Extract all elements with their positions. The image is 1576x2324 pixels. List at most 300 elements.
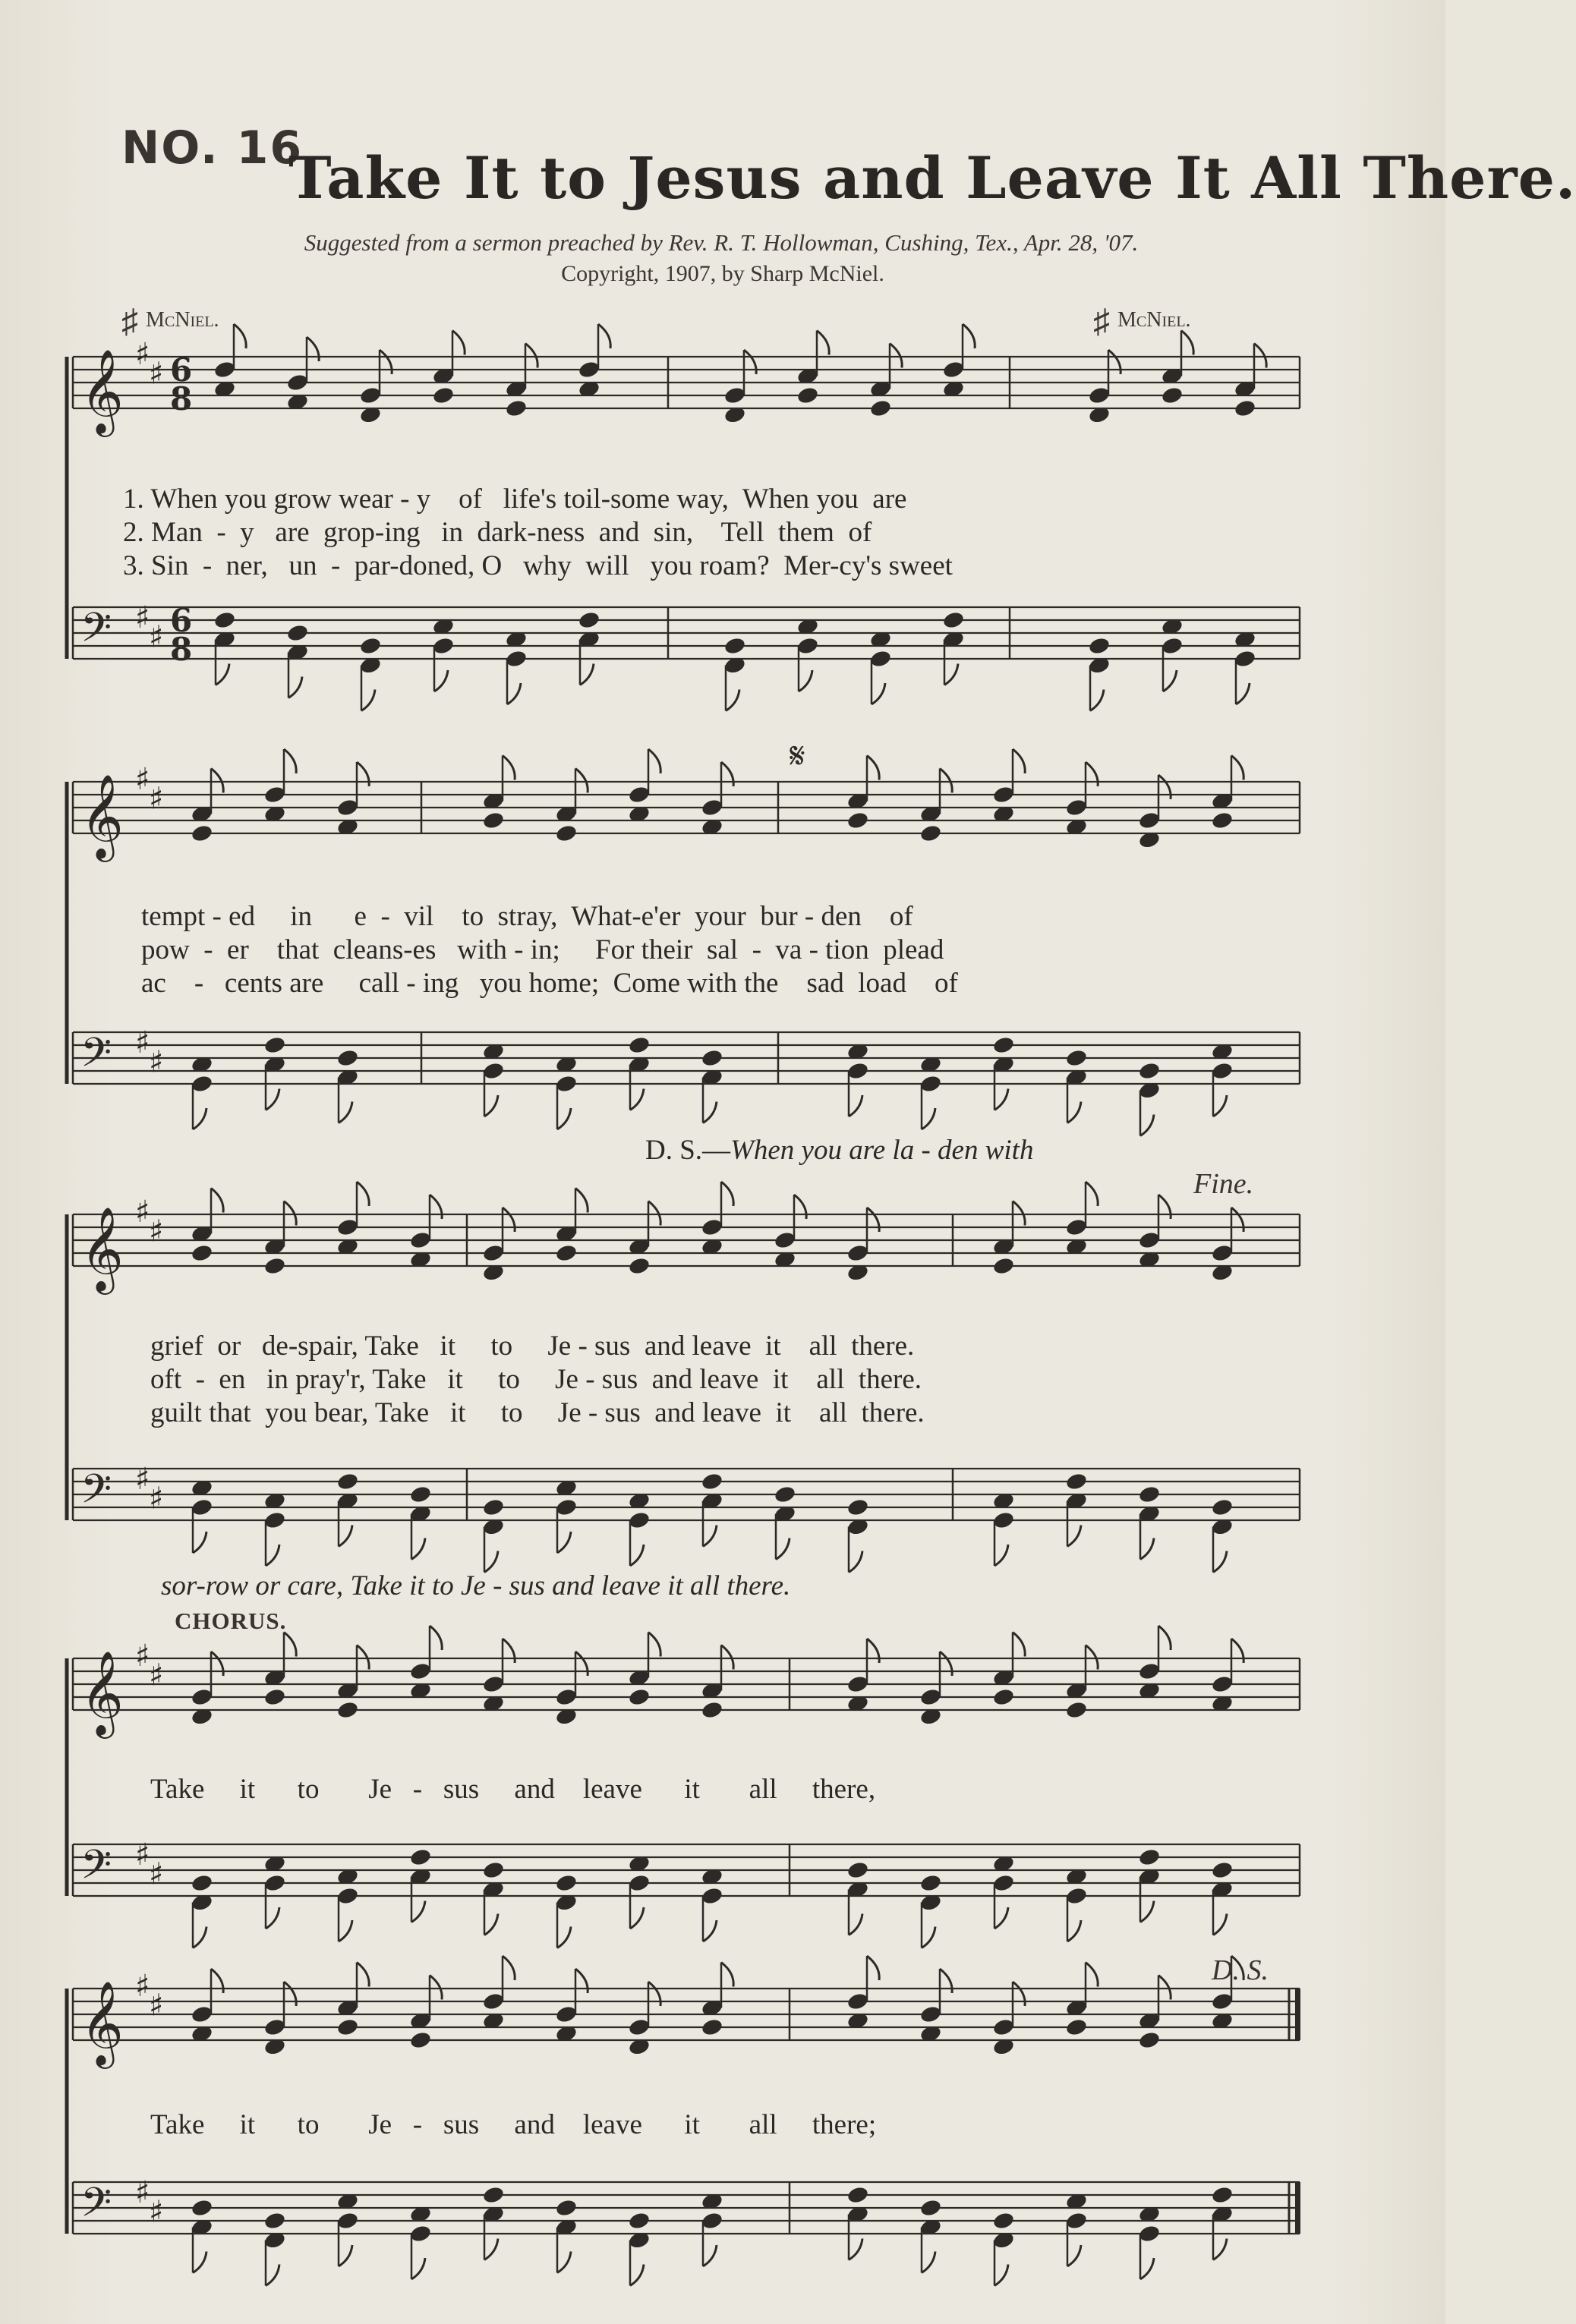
time-signature-denominator: 8 bbox=[170, 380, 193, 417]
note-flag bbox=[1231, 1639, 1243, 1663]
note-flag bbox=[484, 1914, 498, 1935]
note-head bbox=[191, 1873, 214, 1893]
note-flag bbox=[944, 664, 958, 685]
note-flag bbox=[357, 1182, 369, 1206]
note-flag bbox=[867, 1208, 879, 1232]
note-head bbox=[628, 1256, 651, 1276]
sharp-icon: ♯ bbox=[135, 1195, 150, 1230]
note-head bbox=[263, 1873, 287, 1893]
note-head bbox=[1138, 1661, 1162, 1681]
note-flag bbox=[557, 2252, 571, 2273]
note-flag bbox=[1158, 1195, 1171, 1219]
note-flag bbox=[849, 1914, 862, 1935]
note-head bbox=[263, 785, 287, 805]
note-flag bbox=[648, 1201, 660, 1226]
note-head bbox=[1211, 1860, 1234, 1880]
note-flag bbox=[1236, 683, 1250, 704]
note-head bbox=[846, 1061, 870, 1081]
note-head bbox=[796, 386, 820, 405]
sharp-icon: ♯ bbox=[135, 600, 150, 635]
note-head bbox=[701, 2211, 724, 2231]
note-head bbox=[191, 1497, 214, 1517]
note-flag bbox=[1013, 749, 1025, 773]
note-head bbox=[1065, 1700, 1089, 1720]
note-head bbox=[263, 1035, 287, 1055]
note-flag bbox=[922, 1927, 935, 1948]
note-flag bbox=[211, 1652, 223, 1676]
time-signature-numerator: 6 bbox=[170, 602, 193, 639]
note-head bbox=[992, 1510, 1016, 1530]
note-flag bbox=[216, 664, 229, 685]
note-flag bbox=[1231, 756, 1243, 780]
verse-3-line-2: ac - cents are call - ing you home; Come with the sad load of bbox=[141, 968, 958, 999]
note-head bbox=[628, 2211, 651, 2231]
note-head bbox=[482, 1497, 506, 1517]
note-head bbox=[1211, 811, 1234, 830]
note-head bbox=[336, 798, 360, 817]
note-flag bbox=[503, 1639, 515, 1663]
note-head bbox=[919, 1074, 943, 1094]
note-head bbox=[555, 1497, 578, 1517]
note-flag bbox=[211, 1189, 223, 1213]
note-flag bbox=[849, 1095, 862, 1116]
verse-2-line-1: 2. Man - y are grop-ing in dark-ness and sin, Tell them of bbox=[123, 517, 872, 548]
verse-1-line-1: 1. When you grow wear - y of life's toil-some way, When you are bbox=[123, 483, 907, 515]
note-head bbox=[1161, 636, 1184, 656]
note-flag bbox=[430, 1626, 442, 1650]
sharp-icon: ♯ bbox=[149, 1044, 164, 1080]
note-flag bbox=[1213, 1551, 1227, 1573]
hymn-subtitle: Suggested from a sermon preached by Rev. R. T. Hollowman, Cushing, Tex., Apr. 28, '07. bbox=[304, 229, 1139, 256]
note-head bbox=[191, 823, 214, 843]
note-head bbox=[505, 398, 528, 418]
note-head bbox=[336, 1886, 360, 1906]
note-head bbox=[213, 610, 237, 630]
note-flag bbox=[1213, 1095, 1227, 1116]
sharp-icon: ♯ bbox=[135, 1969, 150, 2004]
note-flag bbox=[1158, 775, 1171, 799]
note-head bbox=[263, 1687, 287, 1707]
note-head bbox=[263, 1510, 287, 1530]
note-head bbox=[482, 1061, 506, 1081]
note-head bbox=[723, 636, 747, 656]
bass-clef-icon: 𝄢 bbox=[80, 1030, 112, 1086]
note-flag bbox=[307, 337, 319, 361]
note-head bbox=[701, 798, 724, 817]
sharp-icon: ♯ bbox=[149, 2194, 164, 2230]
note-head bbox=[1088, 636, 1111, 656]
note-head bbox=[1088, 386, 1111, 405]
note-flag bbox=[357, 1963, 369, 1987]
note-flag bbox=[575, 769, 588, 793]
sharp-icon: ♯ bbox=[149, 1481, 164, 1516]
note-flag bbox=[452, 331, 465, 355]
note-flag bbox=[411, 1538, 425, 1560]
note-head bbox=[263, 1256, 287, 1276]
note-flag bbox=[357, 1645, 369, 1670]
note-flag bbox=[1254, 344, 1266, 368]
note-flag bbox=[867, 756, 879, 780]
note-head bbox=[919, 1873, 943, 1893]
note-head bbox=[942, 610, 966, 630]
note-head bbox=[1065, 1472, 1089, 1491]
chorus-line-1: Take it to Je - sus and leave it all there, bbox=[150, 1774, 876, 1805]
note-flag bbox=[507, 683, 521, 704]
sharp-icon: ♯ bbox=[135, 1837, 150, 1872]
note-head bbox=[628, 785, 651, 805]
note-flag bbox=[744, 350, 756, 374]
verse-2-line-3: oft - en in pray'r, Take it to Je - sus and leave it all there. bbox=[150, 1364, 922, 1395]
note-head bbox=[1138, 811, 1162, 830]
treble-clef-icon: 𝄞 bbox=[80, 1980, 124, 2065]
note-head bbox=[482, 1674, 506, 1694]
sharp-icon: ♯ bbox=[135, 2175, 150, 2210]
note-flag bbox=[339, 2245, 352, 2266]
note-head bbox=[359, 636, 383, 656]
note-head bbox=[701, 1886, 724, 1906]
note-flag bbox=[575, 1189, 588, 1213]
note-flag bbox=[922, 1108, 935, 1129]
sharp-icon: ♯ bbox=[135, 1639, 150, 1674]
note-flag bbox=[234, 324, 246, 348]
note-head bbox=[701, 1472, 724, 1491]
note-flag bbox=[339, 1102, 352, 1123]
note-flag bbox=[557, 1532, 571, 1553]
note-head bbox=[846, 1497, 870, 1517]
bass-clef-icon: 𝄢 bbox=[80, 1842, 112, 1898]
note-head bbox=[1211, 1497, 1234, 1517]
note-head bbox=[482, 811, 506, 830]
note-head bbox=[846, 1674, 870, 1694]
note-flag bbox=[648, 749, 660, 773]
verse-1-line-3: grief or de-spair, Take it to Je - sus and leave it all there. bbox=[150, 1330, 915, 1362]
note-flag bbox=[890, 344, 902, 368]
note-head bbox=[1065, 2017, 1089, 2037]
note-flag bbox=[575, 1969, 588, 1993]
note-head bbox=[1211, 1674, 1234, 1694]
note-flag bbox=[721, 1645, 733, 1670]
note-head bbox=[701, 1048, 724, 1068]
note-flag bbox=[940, 1652, 952, 1676]
time-signature-numerator: 6 bbox=[170, 351, 193, 389]
note-head bbox=[701, 1700, 724, 1720]
note-flag bbox=[557, 1108, 571, 1129]
note-head bbox=[555, 2198, 578, 2218]
sharp-icon: ♯ bbox=[135, 1462, 150, 1497]
hymn-number: NO. 16 bbox=[121, 121, 304, 175]
note-flag bbox=[1086, 1963, 1098, 1987]
note-flag bbox=[430, 1195, 442, 1219]
note-head bbox=[191, 1074, 214, 1094]
note-flag bbox=[1086, 1182, 1098, 1206]
note-head bbox=[992, 2017, 1016, 2037]
verse-1-line-2: tempt - ed in e - vil to stray, What-e'er your bur - den of bbox=[141, 901, 913, 932]
note-flag bbox=[211, 1969, 223, 1993]
note-head bbox=[555, 1687, 578, 1707]
note-head bbox=[191, 2198, 214, 2218]
note-head bbox=[1211, 1243, 1234, 1263]
note-flag bbox=[411, 2258, 425, 2279]
note-flag bbox=[266, 1907, 279, 1929]
note-head bbox=[555, 2004, 578, 2024]
ds-ending-line: sor-row or care, Take it to Je - sus and leave it all there. bbox=[161, 1570, 791, 1601]
note-flag bbox=[721, 1182, 733, 1206]
sharp-icon: ♯ bbox=[135, 762, 150, 797]
note-head bbox=[1138, 2224, 1162, 2244]
note-flag bbox=[266, 2265, 279, 2286]
note-flag bbox=[849, 1551, 862, 1573]
note-head bbox=[1138, 1485, 1162, 1504]
note-flag bbox=[1013, 1201, 1025, 1226]
note-head bbox=[336, 1700, 360, 1720]
note-flag bbox=[940, 1969, 952, 1993]
note-head bbox=[846, 1860, 870, 1880]
music-credit: ♯ McNiel. bbox=[1093, 303, 1191, 340]
note-head bbox=[336, 2017, 360, 2037]
words-credit: ♯ McNiel. bbox=[121, 303, 219, 340]
note-flag bbox=[284, 1633, 296, 1657]
note-head bbox=[1065, 1886, 1089, 1906]
treble-clef-icon: 𝄞 bbox=[80, 348, 124, 433]
sharp-icon: ♯ bbox=[149, 356, 164, 392]
bass-clef-icon: 𝄢 bbox=[80, 2180, 112, 2236]
note-flag bbox=[1086, 1645, 1098, 1670]
note-head bbox=[992, 1687, 1016, 1707]
note-head bbox=[1138, 1847, 1162, 1867]
note-flag bbox=[284, 1201, 296, 1226]
note-head bbox=[774, 1230, 797, 1250]
note-flag bbox=[867, 1639, 879, 1663]
note-head bbox=[286, 623, 310, 643]
note-head bbox=[846, 2185, 870, 2205]
note-head bbox=[919, 2004, 943, 2024]
note-head bbox=[191, 1243, 214, 1263]
note-head bbox=[1211, 1061, 1234, 1081]
note-flag bbox=[1181, 331, 1193, 355]
note-head bbox=[1234, 649, 1257, 669]
note-head bbox=[1065, 1217, 1089, 1237]
bass-clef-icon: 𝄢 bbox=[80, 1466, 112, 1523]
note-head bbox=[482, 1992, 506, 2011]
note-flag bbox=[721, 762, 733, 786]
note-flag bbox=[1108, 350, 1121, 374]
sharp-icon: ♯ bbox=[135, 1025, 150, 1060]
note-head bbox=[942, 360, 966, 379]
note-head bbox=[336, 1217, 360, 1237]
note-head bbox=[482, 1243, 506, 1263]
note-flag bbox=[484, 1095, 498, 1116]
note-flag bbox=[266, 1089, 279, 1110]
note-flag bbox=[776, 1538, 790, 1560]
note-head bbox=[701, 1217, 724, 1237]
note-flag bbox=[1213, 1914, 1227, 1935]
note-flag bbox=[288, 677, 302, 698]
note-head bbox=[1138, 1061, 1162, 1081]
note-head bbox=[336, 1048, 360, 1068]
ds-mark: D. S. bbox=[1212, 1954, 1269, 1986]
note-head bbox=[191, 1687, 214, 1707]
note-flag bbox=[380, 350, 392, 374]
note-flag bbox=[357, 762, 369, 786]
final-barline bbox=[1295, 1989, 1300, 2040]
note-head bbox=[774, 1485, 797, 1504]
note-flag bbox=[1090, 690, 1104, 711]
note-flag bbox=[703, 1920, 717, 1941]
note-head bbox=[555, 823, 578, 843]
note-flag bbox=[503, 1208, 515, 1232]
sharp-icon: ♯ bbox=[149, 1856, 164, 1892]
note-head bbox=[286, 373, 310, 392]
note-flag bbox=[726, 690, 739, 711]
sharp-icon: ♯ bbox=[149, 619, 164, 655]
note-flag bbox=[1086, 762, 1098, 786]
note-head bbox=[1211, 2185, 1234, 2205]
note-flag bbox=[648, 1633, 660, 1657]
note-flag bbox=[721, 1963, 733, 1987]
note-flag bbox=[940, 769, 952, 793]
note-head bbox=[919, 2198, 943, 2218]
note-flag bbox=[434, 670, 448, 691]
note-head bbox=[505, 649, 528, 669]
note-head bbox=[846, 811, 870, 830]
note-flag bbox=[794, 1195, 806, 1219]
note-head bbox=[992, 1873, 1016, 1893]
note-head bbox=[263, 2017, 287, 2037]
sharp-icon: ♯ bbox=[135, 337, 150, 372]
note-flag bbox=[922, 2252, 935, 2273]
note-head bbox=[628, 1687, 651, 1707]
note-flag bbox=[703, 2245, 717, 2266]
note-head bbox=[992, 1035, 1016, 1055]
sharp-icon: ♯ bbox=[149, 1214, 164, 1249]
note-head bbox=[482, 2185, 506, 2205]
note-flag bbox=[575, 1652, 588, 1676]
note-head bbox=[555, 1243, 578, 1263]
note-flag bbox=[339, 1526, 352, 1547]
note-head bbox=[1065, 798, 1089, 817]
note-head bbox=[992, 1256, 1016, 1276]
note-head bbox=[846, 1992, 870, 2011]
note-head bbox=[723, 386, 747, 405]
note-flag bbox=[1140, 1115, 1154, 1136]
note-head bbox=[846, 1243, 870, 1263]
note-head bbox=[263, 2211, 287, 2231]
note-flag bbox=[630, 1545, 644, 1566]
note-flag bbox=[284, 749, 296, 773]
note-head bbox=[1211, 1992, 1234, 2011]
note-flag bbox=[1067, 2245, 1081, 2266]
note-flag bbox=[817, 331, 829, 355]
treble-clef-icon: 𝄞 bbox=[80, 1650, 124, 1735]
note-flag bbox=[339, 1920, 352, 1941]
treble-clef-icon: 𝄞 bbox=[80, 773, 124, 858]
note-flag bbox=[1140, 2258, 1154, 2279]
treble-clef-icon: 𝄞 bbox=[80, 1206, 124, 1291]
chorus-label: CHORUS. bbox=[175, 1608, 287, 1634]
note-flag bbox=[1013, 1633, 1025, 1657]
chorus-line-2: Take it to Je - sus and leave it all there; bbox=[150, 2109, 877, 2140]
note-flag bbox=[867, 1956, 879, 1980]
note-head bbox=[482, 1860, 506, 1880]
note-head bbox=[409, 2224, 433, 2244]
note-flag bbox=[963, 324, 975, 348]
note-flag bbox=[1013, 1982, 1025, 2006]
segno-icon: 𝄋 bbox=[790, 735, 805, 777]
note-head bbox=[869, 649, 893, 669]
note-head bbox=[796, 636, 820, 656]
note-head bbox=[1065, 1048, 1089, 1068]
note-flag bbox=[361, 690, 375, 711]
note-flag bbox=[1163, 670, 1177, 691]
note-head bbox=[628, 2017, 651, 2037]
note-flag bbox=[1158, 1626, 1171, 1650]
sharp-icon: ♯ bbox=[149, 781, 164, 817]
note-flag bbox=[525, 344, 537, 368]
verse-3-line-3: guilt that you bear, Take it to Je - sus and leave it all there. bbox=[150, 1397, 925, 1428]
note-flag bbox=[648, 1982, 660, 2006]
note-flag bbox=[872, 683, 885, 704]
note-head bbox=[432, 636, 455, 656]
note-flag bbox=[211, 769, 223, 793]
note-head bbox=[213, 360, 237, 379]
note-head bbox=[992, 785, 1016, 805]
note-flag bbox=[1067, 1102, 1081, 1123]
note-head bbox=[555, 1074, 578, 1094]
note-head bbox=[919, 823, 943, 843]
hymn-title: Take It to Jesus and Leave It All There. bbox=[288, 144, 1576, 212]
note-flag bbox=[630, 1907, 644, 1929]
note-head bbox=[409, 1661, 433, 1681]
note-head bbox=[701, 2017, 724, 2037]
note-flag bbox=[598, 324, 610, 348]
note-head bbox=[336, 1472, 360, 1491]
note-flag bbox=[630, 1089, 644, 1110]
note-head bbox=[869, 398, 893, 418]
note-flag bbox=[703, 1102, 717, 1123]
note-head bbox=[578, 360, 601, 379]
note-head bbox=[336, 2211, 360, 2231]
note-head bbox=[1161, 386, 1184, 405]
note-flag bbox=[193, 1532, 206, 1553]
note-head bbox=[409, 1230, 433, 1250]
note-head bbox=[191, 2004, 214, 2024]
note-head bbox=[1138, 2030, 1162, 2050]
note-head bbox=[919, 1687, 943, 1707]
note-flag bbox=[557, 1927, 571, 1948]
final-barline bbox=[1295, 2182, 1300, 2234]
note-head bbox=[409, 2030, 433, 2050]
note-head bbox=[628, 1510, 651, 1530]
note-flag bbox=[994, 2265, 1008, 2286]
note-flag bbox=[849, 2239, 862, 2260]
note-head bbox=[628, 1873, 651, 1893]
note-flag bbox=[994, 1089, 1008, 1110]
sharp-icon: ♯ bbox=[149, 1988, 164, 2023]
time-signature-denominator: 8 bbox=[170, 631, 193, 668]
note-flag bbox=[1231, 1208, 1243, 1232]
note-head bbox=[409, 1847, 433, 1867]
note-flag bbox=[1140, 1901, 1154, 1922]
note-flag bbox=[994, 1907, 1008, 1929]
note-flag bbox=[266, 1545, 279, 1566]
note-flag bbox=[284, 1982, 296, 2006]
note-flag bbox=[484, 2239, 498, 2260]
note-flag bbox=[430, 1976, 442, 2000]
fine-mark: Fine. bbox=[1193, 1168, 1254, 1200]
note-flag bbox=[1213, 2239, 1227, 2260]
note-flag bbox=[503, 1956, 515, 1980]
verse-3-line-1: 3. Sin - ner, un - par-doned, O why will you roam? Mer-cy's sweet bbox=[123, 550, 953, 581]
